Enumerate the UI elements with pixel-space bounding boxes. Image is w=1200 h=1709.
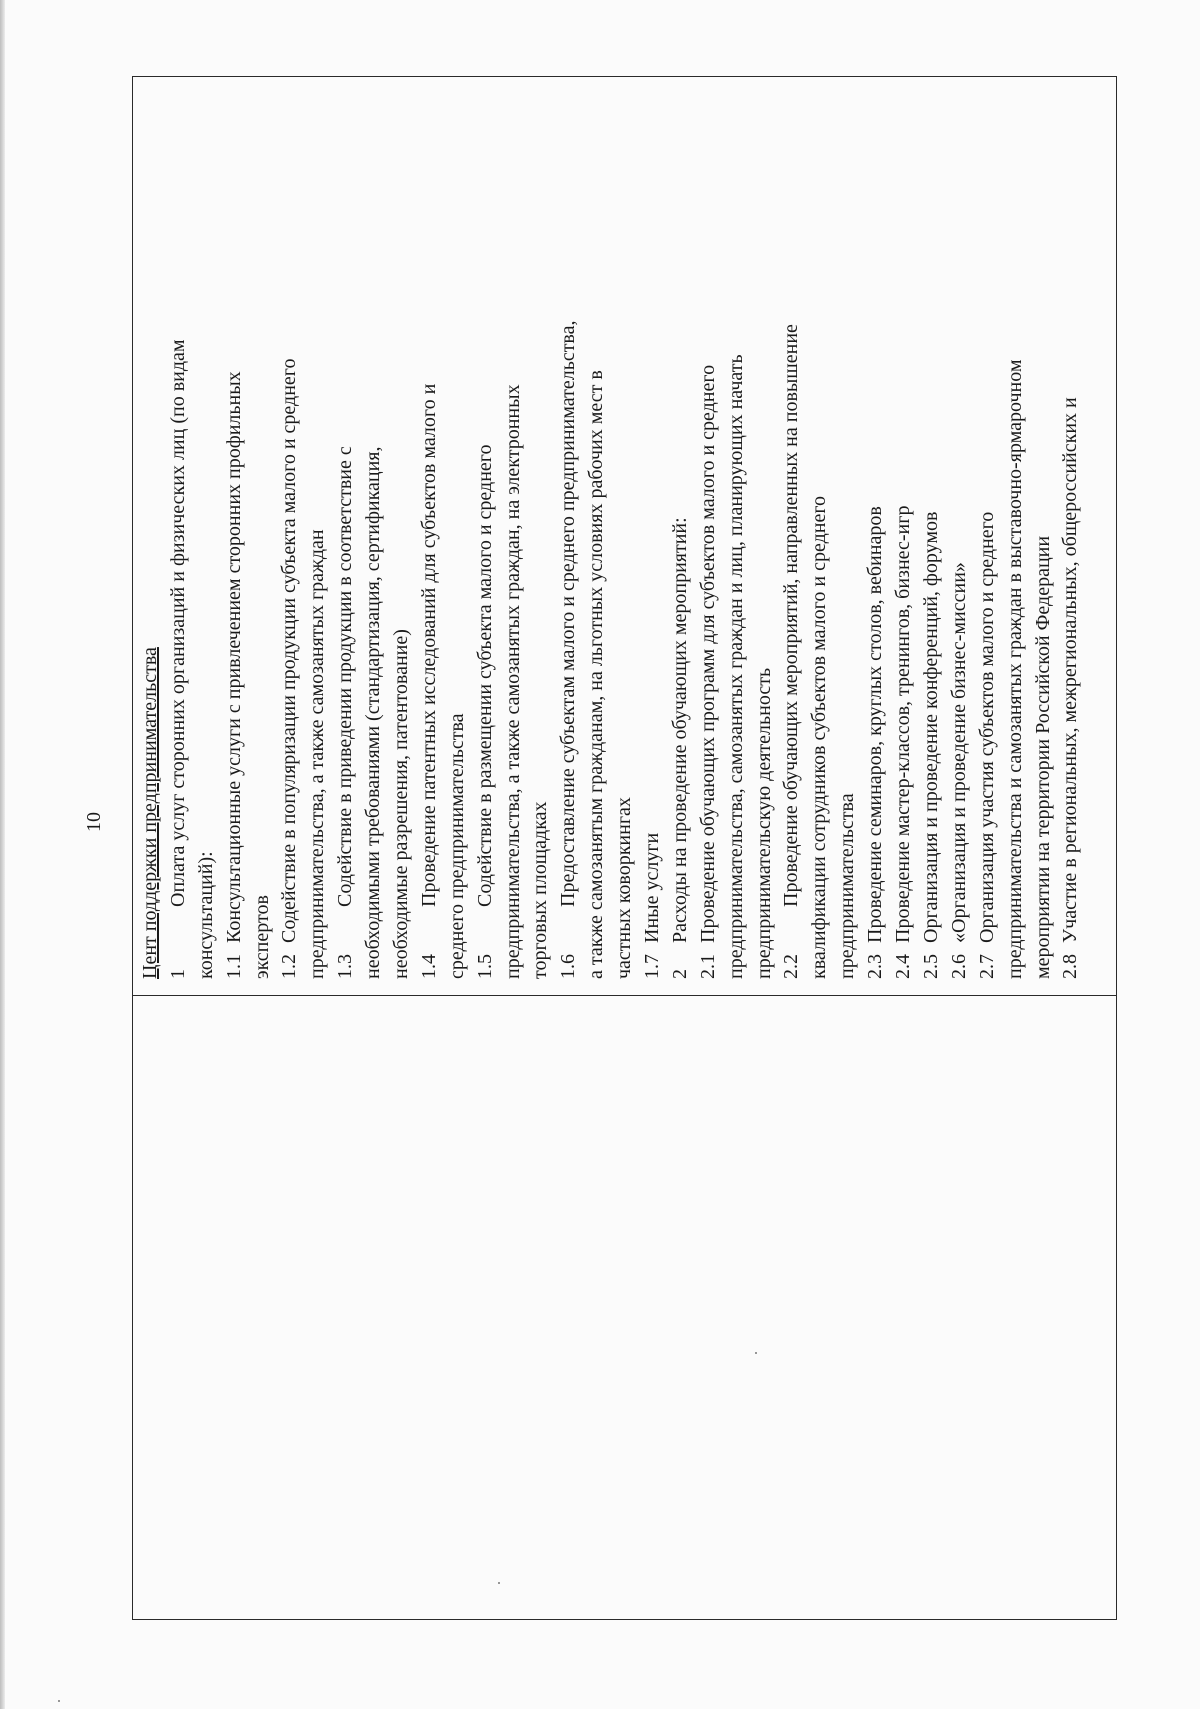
item-text: Проведение обучающих мероприятий, направленных на повышение [780, 324, 803, 907]
item-text: Проведение семинаров, круглых столов, вебинаров [864, 506, 887, 943]
list-item [778, 83, 806, 979]
item-number: 1.4 [417, 954, 440, 979]
item-text: а также самозанятым гражданам, на льготных условиях рабочих мест в [585, 370, 608, 979]
item-text: Проведение обучающих программ для субъектов малого и среднего [696, 364, 719, 943]
item-text: Консультационные услуги с привлечением сторонних профильных [222, 371, 245, 943]
section-heading: Цент поддержки предпринимательства [139, 647, 161, 979]
item-number: 2.3 [864, 954, 887, 979]
item-text: Проведение мастер-классов, тренингов, бизнес-игр [892, 505, 915, 943]
list-item [806, 83, 834, 979]
item-text: Содействие в популяризации продукции субъекта малого и среднего [278, 358, 301, 943]
item-text: Расходы на проведение обучающих мероприятий: [668, 517, 691, 943]
item-number: 2.7 [975, 954, 998, 979]
list-item [332, 83, 360, 979]
list-item [527, 83, 555, 979]
item-text: мероприятии на территории Российской Федерации [1031, 535, 1054, 979]
list-item [723, 83, 751, 979]
item-list [165, 83, 1085, 979]
item-text: «Организация и проведение бизнес-миссии» [947, 562, 970, 943]
item-text: необходимые разрешения, патентование) [390, 629, 413, 979]
item-text: частных коворкингах [613, 797, 636, 979]
list-item [416, 83, 444, 979]
list-item [583, 83, 611, 979]
list-item [221, 83, 249, 979]
list-item [918, 83, 946, 979]
list-item [388, 83, 416, 979]
item-number: 2.1 [696, 954, 719, 979]
item-number: 2.6 [947, 954, 970, 979]
list-item [500, 83, 528, 979]
list-item [472, 83, 500, 979]
item-text: предпринимательства [836, 793, 859, 979]
scan-speck [58, 1700, 60, 1702]
item-text: Участие в региональных, межрегиональных, общероссийских и [1059, 397, 1082, 943]
list-item [974, 83, 1002, 979]
item-text: Проведение патентных исследований для субъектов малого и [417, 383, 440, 907]
item-text: среднего предпринимательства [445, 713, 468, 979]
list-item [1030, 83, 1058, 979]
item-number: 2.8 [1059, 954, 1082, 979]
list-item [611, 83, 639, 979]
item-text: Оплата услуг сторонних организаций и физических лиц (по видам [166, 339, 189, 907]
list-item [555, 83, 583, 979]
item-number: 2.4 [892, 954, 915, 979]
list-item [360, 83, 388, 979]
list-item [695, 83, 723, 979]
item-number: 2 [668, 969, 691, 979]
empty-cell [133, 997, 1116, 1619]
list-item [193, 83, 221, 979]
list-item [444, 83, 472, 979]
list-item [249, 83, 277, 979]
item-text: предпринимательства, а также самозанятых граждан [306, 529, 329, 979]
item-number: 1.1 [222, 954, 245, 979]
item-number: 1.6 [557, 954, 580, 979]
list-item [946, 83, 974, 979]
document-table [132, 76, 1117, 1620]
item-number: 1 [166, 969, 189, 979]
item-text: Организация и проведение конференций, форумов [919, 511, 942, 943]
item-text: Иные услуги [641, 832, 664, 943]
list-item [834, 83, 862, 979]
list-item [304, 83, 332, 979]
column-divider [133, 995, 1116, 996]
list-item [1002, 83, 1030, 979]
item-number: 1.3 [334, 954, 357, 979]
list-item [639, 83, 667, 979]
list-item [751, 83, 779, 979]
item-text: консультаций): [194, 851, 217, 979]
item-text: Организация участия субъектов малого и среднего [975, 511, 998, 943]
item-number: 1.5 [473, 954, 496, 979]
item-text: предпринимательскую деятельность [752, 667, 775, 979]
item-text: квалификации сотрудников субъектов малого и среднего [808, 495, 831, 979]
item-number: 2.5 [919, 954, 942, 979]
list-item [890, 83, 918, 979]
list-item [165, 83, 193, 979]
item-text: предпринимательства, самозанятых граждан и лиц, планирующих начать [724, 354, 747, 979]
item-text: предпринимательства и самозанятых граждан в выставочно-ярмарочном [1003, 359, 1026, 979]
item-number: 2.2 [780, 954, 803, 979]
list-item [667, 83, 695, 979]
item-text: торговых площадках [529, 801, 552, 979]
content-cell [133, 77, 1115, 985]
list-item [862, 83, 890, 979]
item-text: необходимыми требованиями (стандартизация, сертификация, [362, 446, 385, 979]
item-text: Предоставление субъектам малого и среднего предпринимательства, [557, 320, 580, 907]
item-text: Содействие в размещении субъекта малого и среднего [473, 444, 496, 907]
scan-edge [0, 0, 5, 1709]
item-number: 1.2 [278, 954, 301, 979]
page-number: 10 [83, 812, 105, 832]
item-text: предпринимательства, а также самозанятых граждан, на электронных [501, 384, 524, 979]
item-text: Содействие в приведении продукции в соответствие с [334, 446, 357, 907]
item-text: экспертов [250, 895, 273, 979]
item-number: 1.7 [641, 954, 664, 979]
list-item [276, 83, 304, 979]
list-item [1057, 83, 1085, 979]
